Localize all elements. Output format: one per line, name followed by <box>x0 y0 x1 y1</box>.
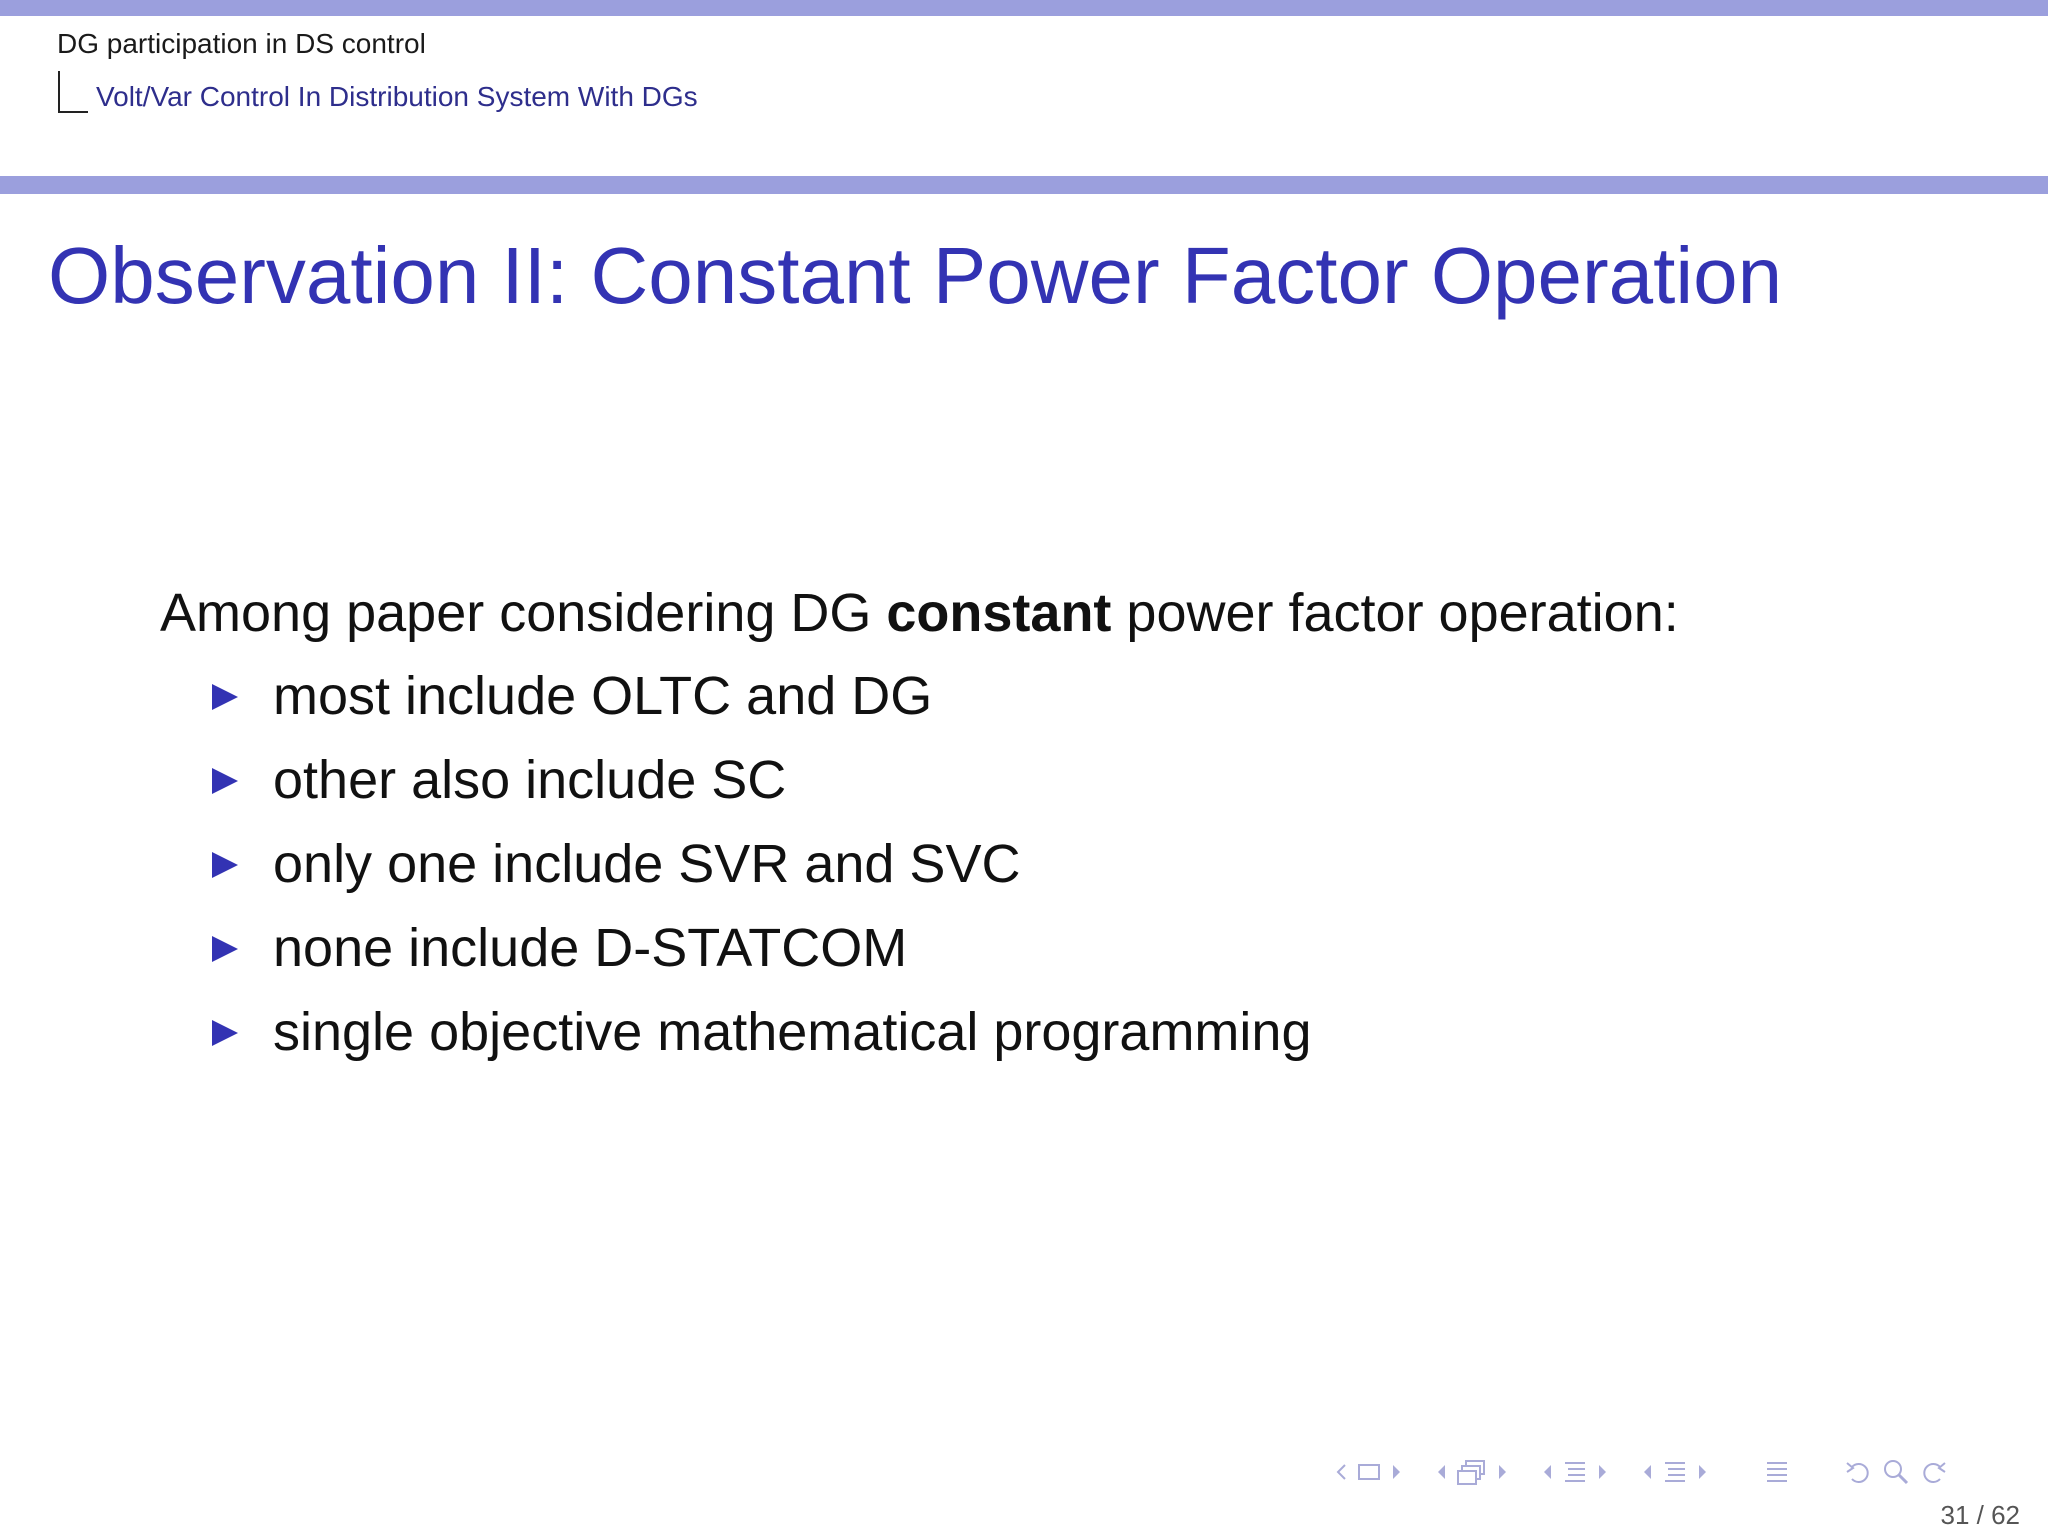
top-bar <box>0 0 2048 16</box>
beamer-navigation-bar <box>1330 1454 1952 1490</box>
back-icon[interactable] <box>1844 1454 1874 1490</box>
intro-text-end: power factor operation: <box>1111 583 1679 643</box>
document-icon[interactable] <box>1662 1454 1688 1490</box>
search-icon[interactable] <box>1882 1454 1910 1490</box>
intro-text <box>160 583 1679 643</box>
breadcrumb-connector <box>58 71 88 113</box>
section-prev-arrow-icon[interactable] <box>1540 1454 1554 1490</box>
bullet-item <box>160 664 1679 748</box>
breadcrumb-section: DG participation in DS control <box>57 28 426 59</box>
bullet-item <box>160 832 1679 916</box>
slide-content <box>160 583 1679 1084</box>
bullet-text: most include OLTC and DG <box>273 666 933 726</box>
bullet-text: single objective mathematical programming <box>273 1002 1312 1062</box>
bullet-list <box>160 664 1679 1084</box>
bullet-triangle-icon <box>212 1020 238 1046</box>
intro-text-emphasis: constant <box>886 583 1112 643</box>
bullet-item <box>160 748 1679 832</box>
subsection-next-arrow-icon[interactable] <box>1496 1454 1510 1490</box>
section-icon[interactable] <box>1562 1454 1588 1490</box>
frame-title: Observation II: Constant Power Factor Operation <box>48 231 1783 320</box>
bullet-text: none include D-STATCOM <box>273 918 908 978</box>
frame-next-arrow-icon[interactable] <box>1390 1454 1404 1490</box>
document-next-arrow-icon[interactable] <box>1696 1454 1710 1490</box>
header-divider-bar <box>0 176 2048 194</box>
forward-icon[interactable] <box>1918 1454 1948 1490</box>
bullet-triangle-icon <box>212 768 238 794</box>
bullet-item <box>160 1000 1679 1084</box>
bullet-text: other also include SC <box>273 750 787 810</box>
breadcrumb-subsection: Volt/Var Control In Distribution System With DGs <box>96 81 698 112</box>
bullet-triangle-icon <box>212 936 238 962</box>
frame-icon[interactable] <box>1356 1454 1382 1490</box>
bullet-triangle-icon <box>212 852 238 878</box>
document-prev-arrow-icon[interactable] <box>1640 1454 1654 1490</box>
page-number: 31 / 62 <box>1940 1500 2020 1530</box>
frame-prev-arrow-icon[interactable] <box>1334 1454 1348 1490</box>
bullet-item <box>160 916 1679 1000</box>
appendix-icon[interactable] <box>1764 1454 1790 1490</box>
bullet-triangle-icon <box>212 684 238 710</box>
subsection-prev-arrow-icon[interactable] <box>1434 1454 1448 1490</box>
section-next-arrow-icon[interactable] <box>1596 1454 1610 1490</box>
slide-header <box>0 16 2048 176</box>
bullet-text: only one include SVR and SVC <box>273 834 1021 894</box>
intro-text-start: Among paper considering DG <box>160 583 887 643</box>
subsection-icon[interactable] <box>1456 1454 1488 1490</box>
